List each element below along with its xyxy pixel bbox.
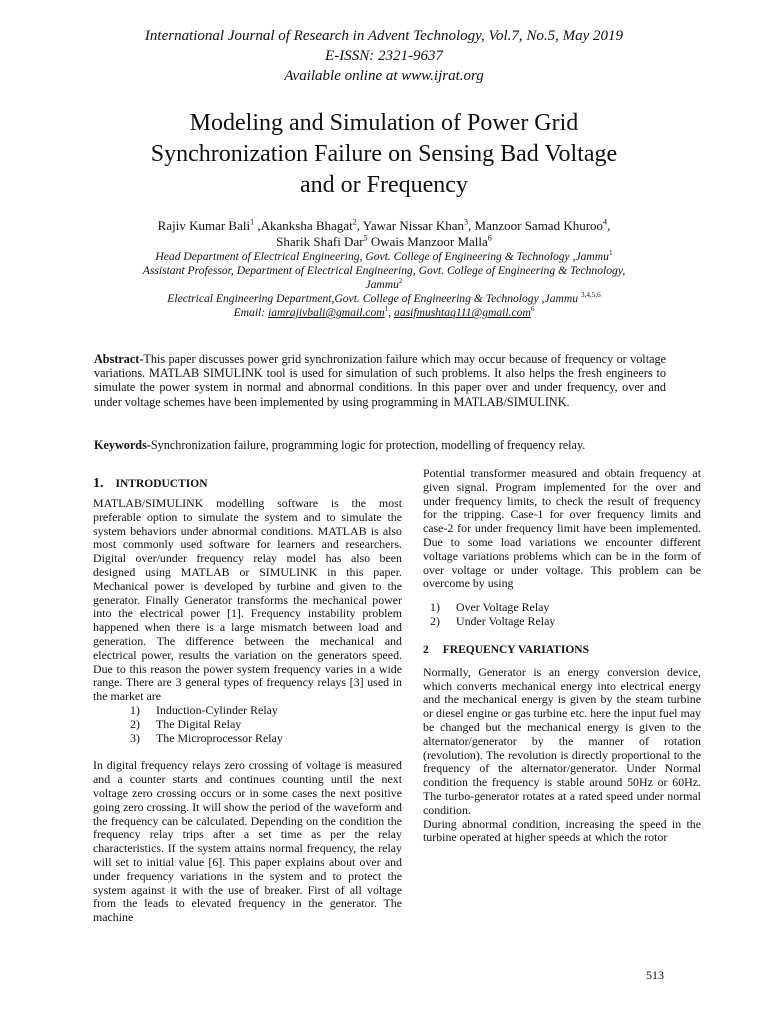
author-separator: , — [607, 218, 611, 233]
affiliation-superscript: 1 — [608, 249, 613, 258]
email-superscript: 6 — [530, 305, 535, 314]
paper-title — [84, 108, 684, 201]
email-separator: , — [388, 306, 395, 319]
list-item — [423, 615, 701, 629]
list-item — [423, 601, 701, 615]
affiliation-text: Head Department of Electrical Engineering, Govt. College of Engineering & Technology ,Jammu — [155, 250, 609, 263]
author-superscript: 4 — [603, 217, 608, 227]
title-line-3: and or Frequency — [300, 172, 468, 198]
affiliation-text: Electrical Engineering Department,Govt. College of Engineering & Technology ,Jammu — [167, 292, 581, 305]
journal-issn: E-ISSN: 2321-9637 — [325, 48, 443, 64]
list-item — [93, 732, 402, 746]
journal-website: Available online at www.ijrat.org — [284, 68, 484, 84]
keywords — [94, 438, 694, 452]
email-line — [60, 306, 708, 320]
author-superscript: 1 — [250, 217, 255, 227]
abstract-label: Abstract- — [94, 352, 144, 366]
affiliation-text: Jammu — [365, 278, 399, 291]
section-heading-frequency-variations — [423, 642, 701, 658]
keywords-text: Synchronization failure, programming logic for protection, modelling of frequency relay. — [150, 438, 586, 452]
list-number: 2) — [130, 716, 140, 731]
affiliations — [60, 250, 708, 320]
list-number: 1) — [430, 600, 440, 615]
relay-types-list — [93, 704, 402, 745]
affiliation-line — [60, 278, 708, 292]
affiliation-text: Assistant Professor, Department of Electrical Engineering, Govt. College of Engineering & Technology, — [142, 264, 626, 277]
right-column — [423, 467, 701, 845]
list-text: Under Voltage Relay — [456, 613, 556, 628]
list-text: Over Voltage Relay — [456, 600, 550, 615]
page-number: 513 — [646, 968, 664, 982]
email-link-2[interactable]: aasifmushtaq111@gmail.com — [394, 306, 531, 319]
section-number: 1. — [93, 476, 104, 491]
author-name: , Manzoor Samad Khuroo — [468, 218, 604, 233]
affiliation-line — [60, 250, 708, 264]
intro-paragraph-3: Potential transformer measured and obtain frequency at given signal. Program implemented for the over and under frequency limits, to check the result of frequency for the tripping. Case-1 for over frequency limits and case-2 for under frequency limit have been implemented. Due to some load variations we encounter different voltage variations problems which can be in the form of over voltage or under voltage. This problem can be overcome by using — [423, 466, 701, 591]
author-name: Sharik Shafi Dar — [276, 234, 364, 249]
affiliation-line — [60, 292, 708, 306]
section-title: INTRODUCTION — [115, 478, 208, 490]
affiliation-superscript: 2 — [398, 277, 403, 286]
list-item — [93, 704, 402, 718]
section-heading-introduction — [93, 476, 402, 492]
section-number: 2 — [423, 643, 429, 656]
list-text: The Digital Relay — [156, 716, 242, 731]
list-number: 2) — [430, 613, 440, 628]
voltage-relay-list — [423, 601, 701, 629]
journal-header — [0, 26, 768, 86]
keywords-label: Keywords- — [94, 438, 151, 452]
email-superscript: 1 — [384, 305, 389, 314]
affiliation-line — [60, 264, 708, 278]
list-number: 3) — [130, 730, 140, 745]
left-column — [93, 476, 402, 925]
section-title: FREQUENCY VARIATIONS — [442, 643, 589, 656]
affiliation-superscript: 3,4,5,6 — [580, 291, 601, 300]
intro-paragraph-2: In digital frequency relays zero crossing of voltage is measured and a counter starts and continues counting until the next voltage zero crossing occurs or in some cases the next positive going zero crossing. It will show the period of the waveform and the frequency can be calculated. Depending on the condition the frequency relay trips after a set time as per the relay characteristics. If the system attains normal frequency, the relay will set to initial value [6]. This paper explains about over and under frequency variations in the system and to protect the system against it with the use of breaker. First of all voltage from the leads to elevated frequency in the generator. The machine — [93, 758, 402, 925]
list-item — [93, 718, 402, 732]
author-superscript: 3 — [463, 217, 469, 227]
abstract-text: This paper discusses power grid synchronization failure which may occur because of frequency or voltage variations. MATLAB SIMULINK tool is used for simulation of such problems. It also helps the fresh engineers to simulate the power system in normal and abnormal conditions. In this paper over and under frequency, over and under voltage schemes have been implemented by using programming in MATLAB/SIMULINK. — [94, 352, 666, 409]
list-text: Induction-Cylinder Relay — [156, 702, 278, 717]
frequency-paragraph-1: Normally, Generator is an energy conversion device, which converts mechanical energy into electrical energy and the mechanical energy is given by the steam turbine or diesel engine or gas turbine etc. here the input fuel may be changed but the mechanical energy is given to the alternator/generator by the manner of rotation (revolution). The revolution is directly proportional to the frequency of the alternator/generator. Under Normal condition the frequency is stable around 50Hz or 60Hz. The turbo-generator rotates at a rated speed under normal condition. — [423, 664, 701, 817]
author-superscript: 6 — [487, 233, 492, 243]
email-link-1[interactable]: iamrajivbali@gmail.com — [268, 306, 385, 319]
author-name: Owais Manzoor Malla — [367, 234, 488, 249]
author-name: , Yawar Nissar Khan — [356, 218, 464, 233]
intro-paragraph-1: MATLAB/SIMULINK modelling software is the most preferable option to simulate the system and to simulate the system behaviors under abnormal conditions. MATLAB is also most commonly used software for learners and researchers. Digital over/under frequency relay model has also been designed using MATLAB or SIMULINK in this paper. Mechanical power is developed by turbine and given to the generator. Finally Generator transforms the mechanical power into the electrical power [1]. Frequency instability problem happened when there is a large mismatch between load and generation. The difference between the mechanical and electrical power, results the variation on the generators speed. Due to this reason the power system frequency varies in a wide range. There are 3 general types of frequency relays [3] used in the market are — [93, 496, 402, 704]
journal-citation: International Journal of Research in Advent Technology, Vol.7, No.5, May 2019 — [144, 28, 624, 44]
list-number: 1) — [130, 702, 140, 717]
author-name: ,Akanksha Bhagat — [254, 218, 353, 233]
author-list — [60, 218, 708, 250]
list-text: The Microprocessor Relay — [156, 730, 283, 745]
frequency-paragraph-2: During abnormal condition, increasing the speed in the turbine operated at higher speeds at which the rotor — [423, 816, 701, 845]
email-label: Email: — [233, 306, 269, 319]
author-superscript: 5 — [363, 233, 368, 243]
author-name: Rajiv Kumar Bali — [157, 218, 251, 233]
abstract — [94, 352, 666, 409]
author-superscript: 2 — [352, 217, 357, 227]
title-line-2: Synchronization Failure on Sensing Bad Voltage — [150, 141, 618, 167]
title-line-1: Modeling and Simulation of Power Grid — [189, 110, 579, 136]
